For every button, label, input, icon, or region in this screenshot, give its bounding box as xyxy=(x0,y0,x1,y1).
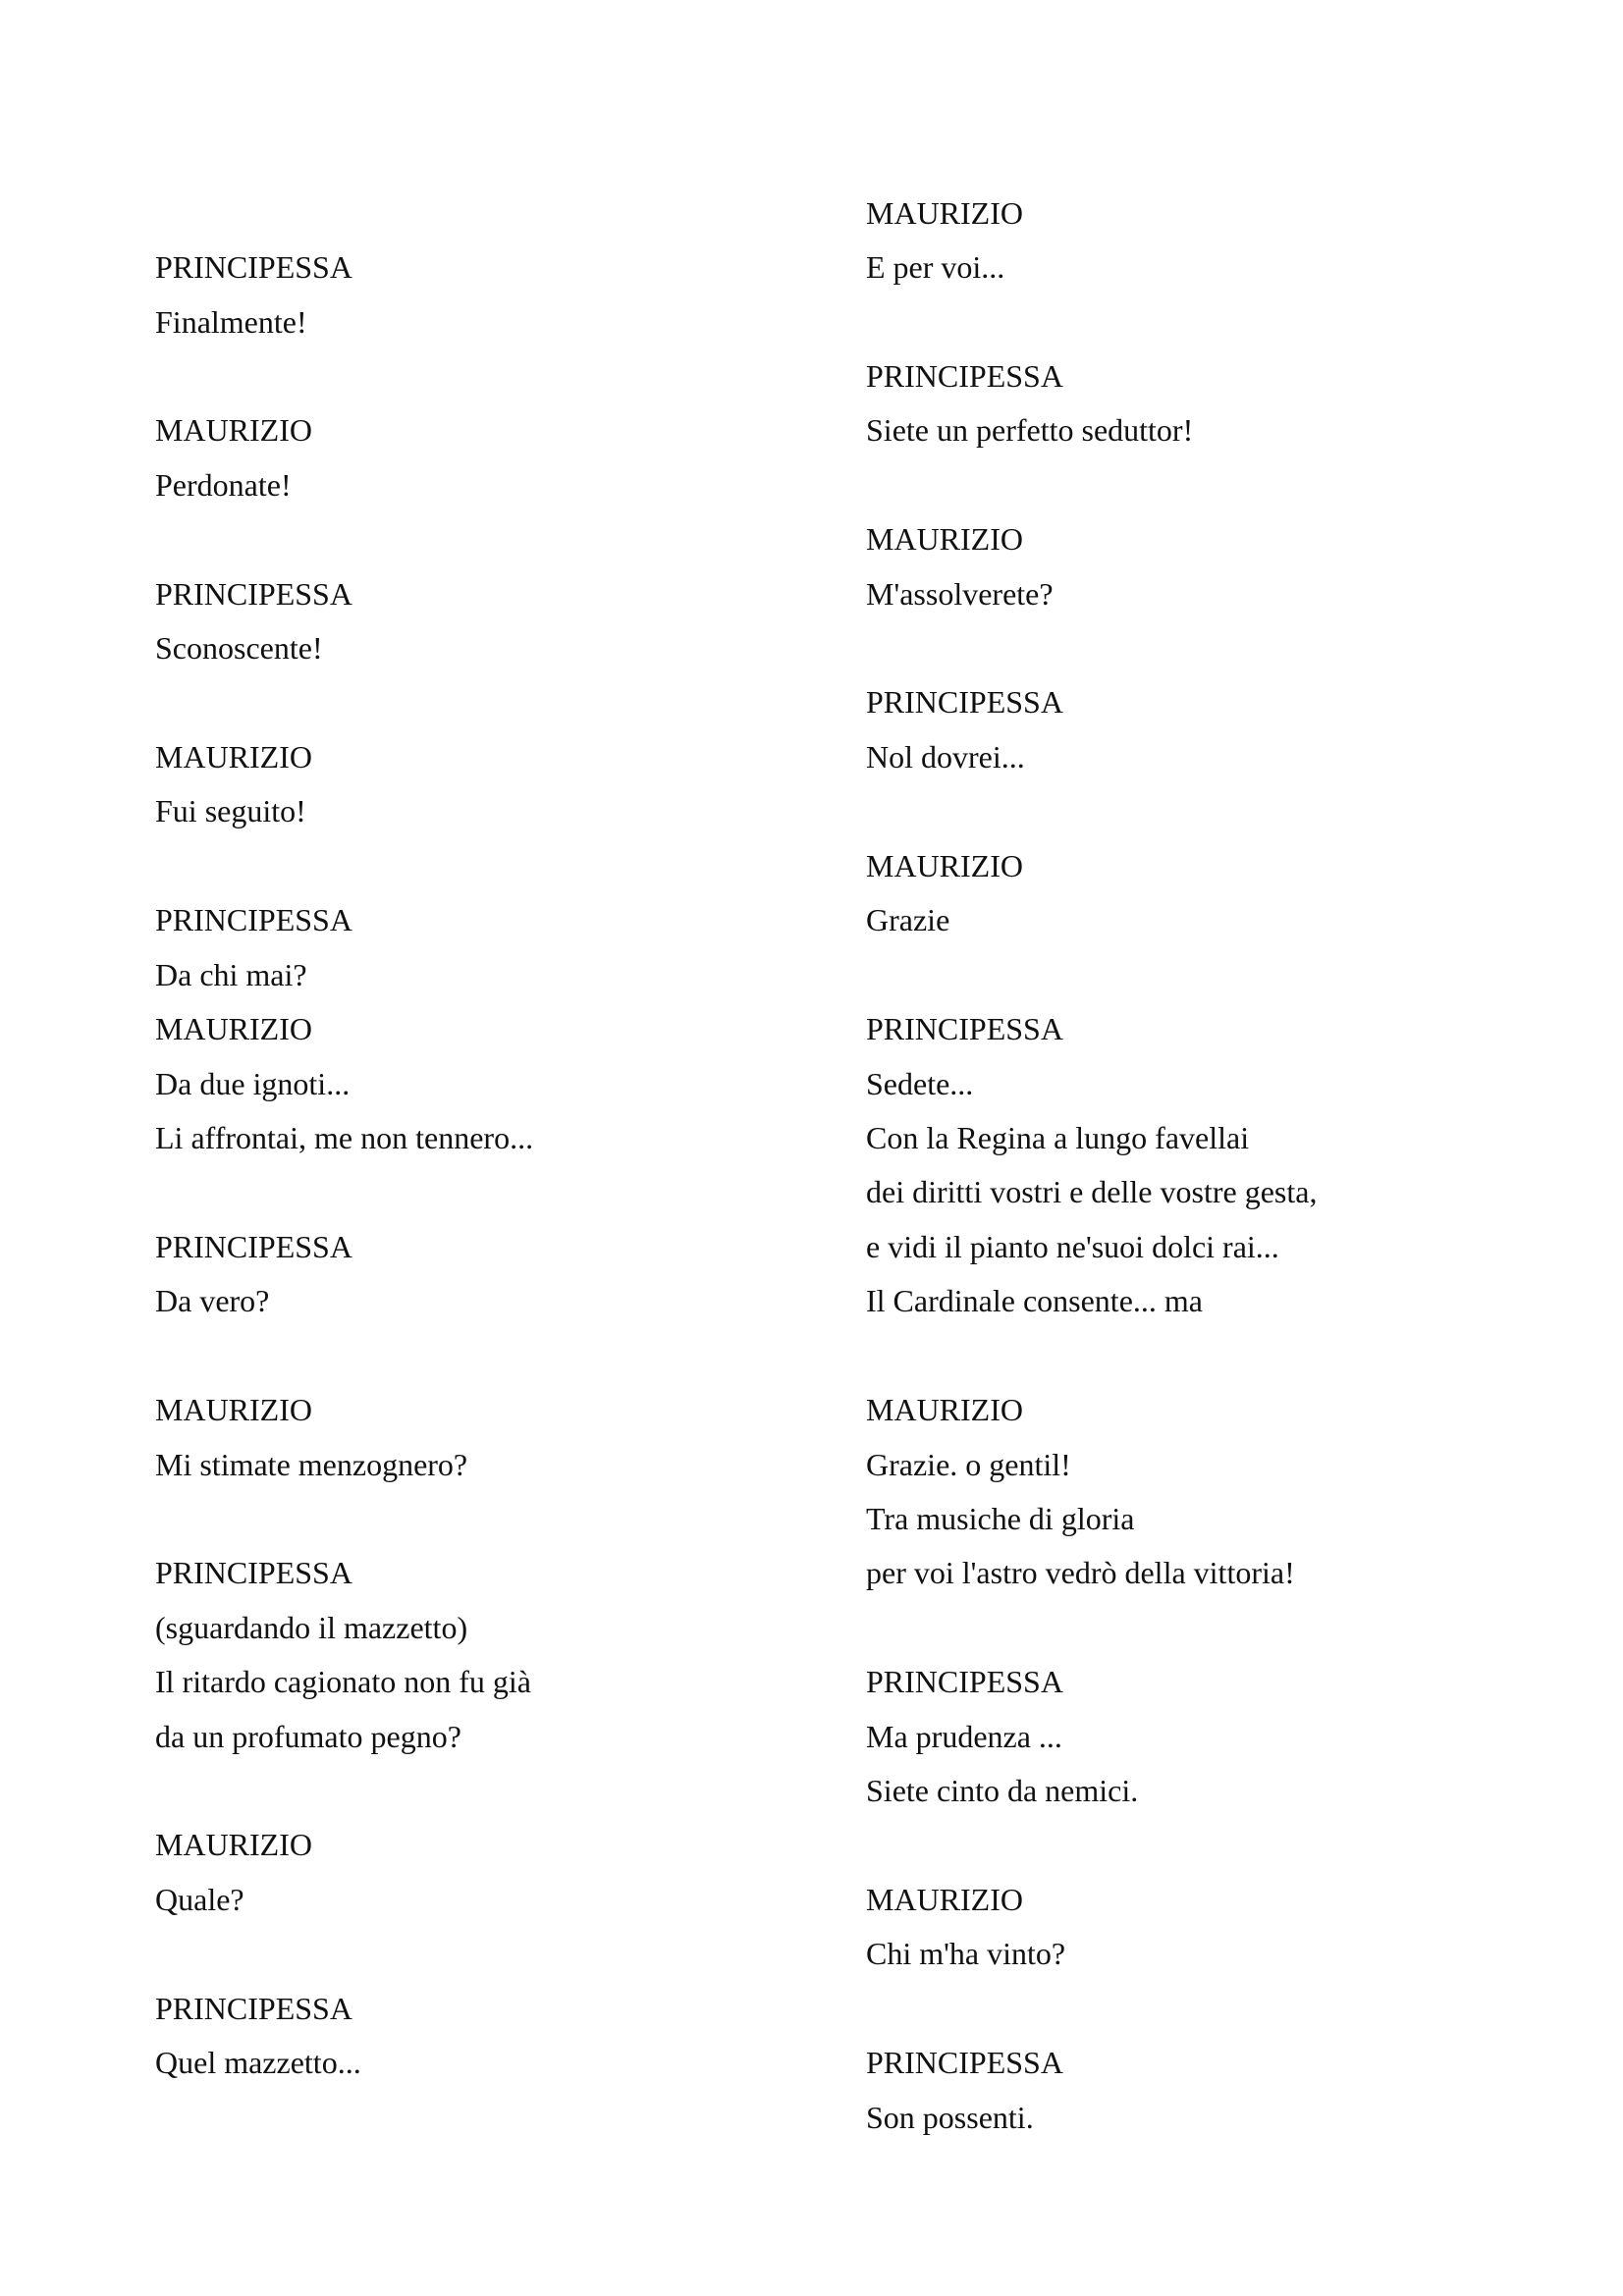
dialogue-line: Quale? xyxy=(155,1882,244,1917)
dialogue-line: Li affrontai, me non tennero... xyxy=(155,1120,534,1155)
dialogue-line: Con la Regina a lungo favellai xyxy=(866,1120,1250,1155)
dialogue-line: M'assolverete? xyxy=(866,576,1054,612)
dialogue-line: Sedete... xyxy=(866,1066,974,1101)
dialogue-line: Finalmente! xyxy=(155,304,307,340)
dialogue-line: Grazie xyxy=(866,902,950,937)
speaker-name: PRINCIPESSA xyxy=(155,1555,352,1590)
speaker-name: PRINCIPESSA xyxy=(866,1664,1063,1699)
dialogue-line: dei diritti vostri e delle vostre gesta, xyxy=(866,1174,1318,1209)
speaker-name: MAURIZIO xyxy=(866,1392,1023,1427)
dialogue-line: E per voi... xyxy=(866,249,1005,285)
speaker-name: PRINCIPESSA xyxy=(155,902,352,937)
dialogue-line: Fui seguito! xyxy=(155,793,306,828)
dialogue-line: Tra musiche di gloria xyxy=(866,1501,1135,1536)
dialogue-line: per voi l'astro vedrò della vittoria! xyxy=(866,1555,1295,1590)
speaker-name: MAURIZIO xyxy=(866,848,1023,883)
dialogue-line: Quel mazzetto... xyxy=(155,2045,361,2080)
dialogue-line: e vidi il pianto ne'suoi dolci rai... xyxy=(866,1229,1279,1264)
dialogue-line: Nol dovrei... xyxy=(866,739,1025,774)
dialogue-line: Siete cinto da nemici. xyxy=(866,1773,1139,1808)
dialogue-line: Chi m'ha vinto? xyxy=(866,1936,1066,1971)
dialogue-line: Son possenti. xyxy=(866,2100,1034,2135)
speaker-name: PRINCIPESSA xyxy=(155,249,352,285)
speaker-name: MAURIZIO xyxy=(155,1011,312,1046)
speaker-name: MAURIZIO xyxy=(155,1827,312,1862)
dialogue-line: Ma prudenza ... xyxy=(866,1719,1062,1754)
dialogue-line: Mi stimate menzognero? xyxy=(155,1447,468,1482)
speaker-name: MAURIZIO xyxy=(866,521,1023,557)
speaker-name: PRINCIPESSA xyxy=(866,358,1063,394)
speaker-name: PRINCIPESSA xyxy=(155,1229,352,1264)
dialogue-line: Il Cardinale consente... ma xyxy=(866,1283,1203,1318)
speaker-name: PRINCIPESSA xyxy=(155,576,352,612)
stage-direction: (sguardando il mazzetto) xyxy=(155,1610,468,1645)
speaker-name: MAURIZIO xyxy=(155,1392,312,1427)
speaker-name: PRINCIPESSA xyxy=(866,1011,1063,1046)
dialogue-line: Da due ignoti... xyxy=(155,1066,351,1101)
dialogue-line: da un profumato pegno? xyxy=(155,1719,461,1754)
speaker-name: MAURIZIO xyxy=(866,195,1023,231)
speaker-name: PRINCIPESSA xyxy=(866,2045,1063,2080)
speaker-name: MAURIZIO xyxy=(155,739,312,774)
dialogue-line: Siete un perfetto seduttor! xyxy=(866,412,1194,448)
dialogue-line: Il ritardo cagionato non fu già xyxy=(155,1664,531,1699)
dialogue-line: Da chi mai? xyxy=(155,957,307,992)
dialogue-line: Sconoscente! xyxy=(155,630,323,666)
speaker-name: MAURIZIO xyxy=(866,1882,1023,1917)
dialogue-line: Da vero? xyxy=(155,1283,270,1318)
speaker-name: PRINCIPESSA xyxy=(155,1991,352,2026)
speaker-name: MAURIZIO xyxy=(155,412,312,448)
speaker-name: PRINCIPESSA xyxy=(866,684,1063,720)
dialogue-line: Perdonate! xyxy=(155,467,292,503)
dialogue-line: Grazie. o gentil! xyxy=(866,1447,1071,1482)
